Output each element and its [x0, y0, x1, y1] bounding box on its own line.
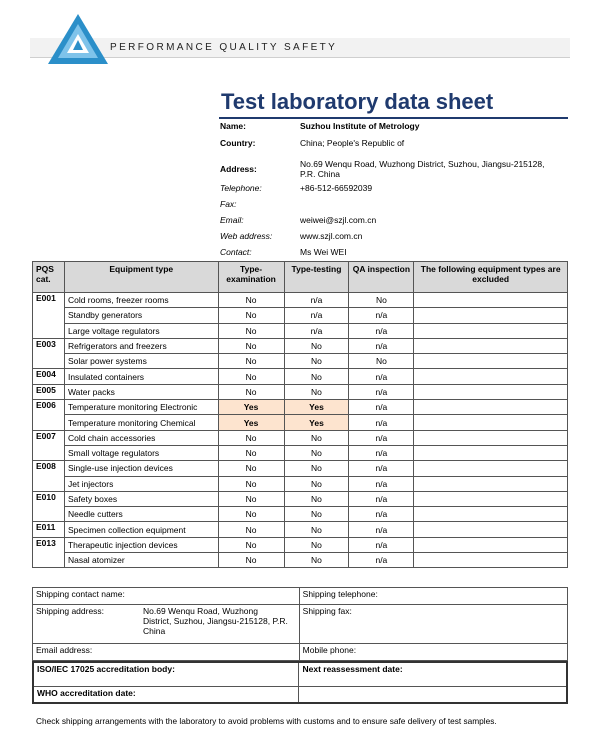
lab-info [220, 119, 550, 263]
excluded-types-cell [414, 522, 568, 537]
type-examination-cell: No [218, 553, 284, 568]
type-testing-cell: No [284, 507, 349, 522]
type-testing-cell: No [284, 553, 349, 568]
info-label: Telephone: [220, 183, 262, 193]
excluded-types-cell [414, 400, 568, 415]
excluded-types-cell [414, 369, 568, 384]
type-examination-cell: No [218, 537, 284, 552]
mobile-phone-label: Mobile phone: [299, 644, 567, 661]
info-label: Name: [220, 121, 246, 131]
shipping-contact-label: Shipping contact name: [33, 588, 300, 605]
table-row [33, 461, 568, 476]
pqs-category-cell: E008 [33, 461, 65, 476]
pqs-category-cell [33, 476, 65, 491]
info-label: Address: [220, 163, 257, 174]
excluded-types-cell [414, 491, 568, 506]
type-testing-cell: No [284, 491, 349, 506]
who-accreditation-value [299, 686, 567, 703]
qa-inspection-cell: No [349, 293, 414, 308]
qa-inspection-cell: n/a [349, 522, 414, 537]
info-value: +86-512-66592039 [300, 183, 373, 193]
type-examination-cell: No [218, 522, 284, 537]
table-row [33, 338, 568, 353]
excluded-types-cell [414, 354, 568, 369]
table-row [33, 384, 568, 399]
reassessment-date-label: Next reassessment date: [299, 662, 567, 686]
equipment-type-cell: Jet injectors [64, 476, 218, 491]
qa-inspection-cell: n/a [349, 553, 414, 568]
accreditation-table [32, 661, 568, 704]
info-value: www.szjl.com.cn [300, 231, 363, 241]
table-row [33, 588, 568, 605]
shipping-table [32, 587, 568, 661]
excluded-types-cell [414, 537, 568, 552]
pqs-category-cell [33, 507, 65, 522]
qa-inspection-cell: n/a [349, 323, 414, 338]
shipping-address-cell [33, 605, 300, 644]
header-divider [30, 57, 570, 58]
pqs-category-cell [33, 323, 65, 338]
type-testing-cell: No [284, 476, 349, 491]
qa-inspection-cell: n/a [349, 430, 414, 445]
table-row [33, 686, 567, 703]
qa-inspection-cell: n/a [349, 338, 414, 353]
pqs-category-cell: E004 [33, 369, 65, 384]
equipment-type-cell: Standby generators [64, 308, 218, 323]
page-header [0, 0, 600, 80]
equipment-table-body [33, 293, 568, 568]
equipment-type-cell: Large voltage regulators [64, 323, 218, 338]
qa-inspection-cell: n/a [349, 369, 414, 384]
type-examination-cell: Yes [218, 415, 284, 430]
qa-inspection-cell: n/a [349, 507, 414, 522]
info-value: Suzhou Institute of Metrology [300, 121, 420, 131]
header-tagline: PERFORMANCE QUALITY SAFETY [110, 42, 338, 53]
equipment-type-cell: Therapeutic injection devices [64, 537, 218, 552]
table-row [33, 476, 568, 491]
equipment-type-cell: Single-use injection devices [64, 461, 218, 476]
info-value: China; People's Republic of [300, 138, 405, 148]
excluded-types-cell [414, 293, 568, 308]
table-row [33, 308, 568, 323]
table-row [33, 553, 568, 568]
type-testing-cell: No [284, 522, 349, 537]
qa-inspection-cell: n/a [349, 308, 414, 323]
type-examination-cell: No [218, 323, 284, 338]
pqs-category-cell: E006 [33, 400, 65, 415]
info-row-country [220, 138, 550, 154]
type-examination-cell: No [218, 430, 284, 445]
type-testing-cell: No [284, 384, 349, 399]
qa-inspection-cell: n/a [349, 537, 414, 552]
table-row [33, 507, 568, 522]
type-testing-cell: No [284, 445, 349, 460]
column-header: Type-testing [284, 262, 349, 293]
qa-inspection-cell: n/a [349, 491, 414, 506]
equipment-table [32, 261, 568, 568]
qa-inspection-cell: n/a [349, 461, 414, 476]
info-row-fax [220, 199, 550, 215]
equipment-type-cell: Temperature monitoring Electronic [64, 400, 218, 415]
pqs-category-cell [33, 354, 65, 369]
excluded-types-cell [414, 445, 568, 460]
table-row [33, 662, 567, 686]
excluded-types-cell [414, 430, 568, 445]
email-address-label: Email address: [33, 644, 300, 661]
pqs-category-cell: E005 [33, 384, 65, 399]
type-examination-cell: No [218, 491, 284, 506]
pqs-category-cell [33, 308, 65, 323]
column-header: Equipment type [64, 262, 218, 293]
info-label: Country: [220, 138, 256, 148]
table-row [33, 293, 568, 308]
page-title: Test laboratory data sheet [221, 89, 494, 114]
qa-inspection-cell: n/a [349, 445, 414, 460]
type-examination-cell: No [218, 445, 284, 460]
type-examination-cell: No [218, 461, 284, 476]
info-value [300, 199, 550, 215]
pqs-category-cell: E013 [33, 537, 65, 552]
info-value: weiwei@szjl.com.cn [300, 215, 377, 225]
table-row [33, 415, 568, 430]
table-row [33, 522, 568, 537]
type-examination-cell: Yes [218, 400, 284, 415]
equipment-type-cell: Cold chain accessories [64, 430, 218, 445]
type-testing-cell: n/a [284, 293, 349, 308]
info-row-web [220, 231, 550, 247]
type-examination-cell: No [218, 507, 284, 522]
pqs-category-cell: E011 [33, 522, 65, 537]
qa-inspection-cell: No [349, 354, 414, 369]
type-testing-cell: No [284, 354, 349, 369]
type-examination-cell: No [218, 369, 284, 384]
table-row [33, 354, 568, 369]
type-testing-cell: Yes [284, 400, 349, 415]
pqs-category-cell [33, 415, 65, 430]
equipment-type-cell: Solar power systems [64, 354, 218, 369]
table-row [33, 369, 568, 384]
pqs-category-cell: E010 [33, 491, 65, 506]
info-row-telephone [220, 183, 550, 199]
info-row-name [220, 121, 550, 138]
equipment-type-cell: Cold rooms, freezer rooms [64, 293, 218, 308]
equipment-type-cell: Refrigerators and freezers [64, 338, 218, 353]
excluded-types-cell [414, 476, 568, 491]
shipping-fax-label: Shipping fax: [299, 605, 567, 644]
table-row [33, 323, 568, 338]
equipment-type-cell: Needle cutters [64, 507, 218, 522]
pqs-category-cell [33, 553, 65, 568]
equipment-type-cell: Insulated containers [64, 369, 218, 384]
info-label: Web address: [220, 231, 273, 241]
pqs-category-cell [33, 445, 65, 460]
equipment-type-cell: Temperature monitoring Chemical [64, 415, 218, 430]
info-label: Email: [220, 215, 244, 225]
type-testing-cell: Yes [284, 415, 349, 430]
table-row [33, 430, 568, 445]
info-value: Ms Wei WEI [300, 247, 347, 257]
equipment-type-cell: Small voltage regulators [64, 445, 218, 460]
table-row [33, 491, 568, 506]
table-row [33, 644, 568, 661]
info-label: Fax: [220, 199, 237, 209]
pqs-category-cell: E003 [33, 338, 65, 353]
type-testing-cell: No [284, 461, 349, 476]
excluded-types-cell [414, 553, 568, 568]
type-examination-cell: No [218, 293, 284, 308]
shipping-telephone-label: Shipping telephone: [299, 588, 567, 605]
type-examination-cell: No [218, 354, 284, 369]
qa-inspection-cell: n/a [349, 400, 414, 415]
footnote: Check shipping arrangements with the laboratory to avoid problems with customs and to ensure safe delivery of test samples. [36, 716, 497, 726]
who-accreditation-label: WHO accreditation date: [33, 686, 299, 703]
equipment-type-cell: Water packs [64, 384, 218, 399]
type-examination-cell: No [218, 384, 284, 399]
table-row [33, 445, 568, 460]
type-testing-cell: No [284, 537, 349, 552]
type-testing-cell: No [284, 430, 349, 445]
shipping-address-label: Shipping address: [36, 606, 105, 616]
table-row [33, 605, 568, 644]
info-label: Contact: [220, 247, 252, 257]
shipping-address-value: No.69 Wenqu Road, Wuzhong District, Suzhou, Jiangsu-215128, P.R. China [143, 606, 288, 636]
excluded-types-cell [414, 415, 568, 430]
type-testing-cell: No [284, 369, 349, 384]
type-examination-cell: No [218, 308, 284, 323]
type-examination-cell: No [218, 338, 284, 353]
equipment-type-cell: Specimen collection equipment [64, 522, 218, 537]
equipment-type-cell: Safety boxes [64, 491, 218, 506]
type-examination-cell: No [218, 476, 284, 491]
excluded-types-cell [414, 338, 568, 353]
type-testing-cell: n/a [284, 308, 349, 323]
info-row-email [220, 215, 550, 231]
column-header: The following equipment types are excluded [414, 262, 568, 293]
qa-inspection-cell: n/a [349, 476, 414, 491]
column-header: PQS cat. [33, 262, 65, 293]
table-row [33, 400, 568, 415]
table-header-row [33, 262, 568, 293]
qa-inspection-cell: n/a [349, 384, 414, 399]
column-header: QA inspection [349, 262, 414, 293]
excluded-types-cell [414, 461, 568, 476]
info-value: No.69 Wenqu Road, Wuzhong District, Suzhou, Jiangsu-215128, P.R. China [300, 158, 545, 179]
pqs-category-cell: E007 [33, 430, 65, 445]
pqs-category-cell: E001 [33, 293, 65, 308]
type-testing-cell: n/a [284, 323, 349, 338]
type-testing-cell: No [284, 338, 349, 353]
equipment-type-cell: Nasal atomizer [64, 553, 218, 568]
excluded-types-cell [414, 308, 568, 323]
pqs-triangle-logo-icon [46, 12, 110, 66]
column-header: Type-examination [218, 262, 284, 293]
iso-accreditation-label: ISO/IEC 17025 accreditation body: [33, 662, 299, 686]
info-row-address [220, 154, 550, 183]
excluded-types-cell [414, 507, 568, 522]
qa-inspection-cell: n/a [349, 415, 414, 430]
table-row [33, 537, 568, 552]
excluded-types-cell [414, 384, 568, 399]
excluded-types-cell [414, 323, 568, 338]
